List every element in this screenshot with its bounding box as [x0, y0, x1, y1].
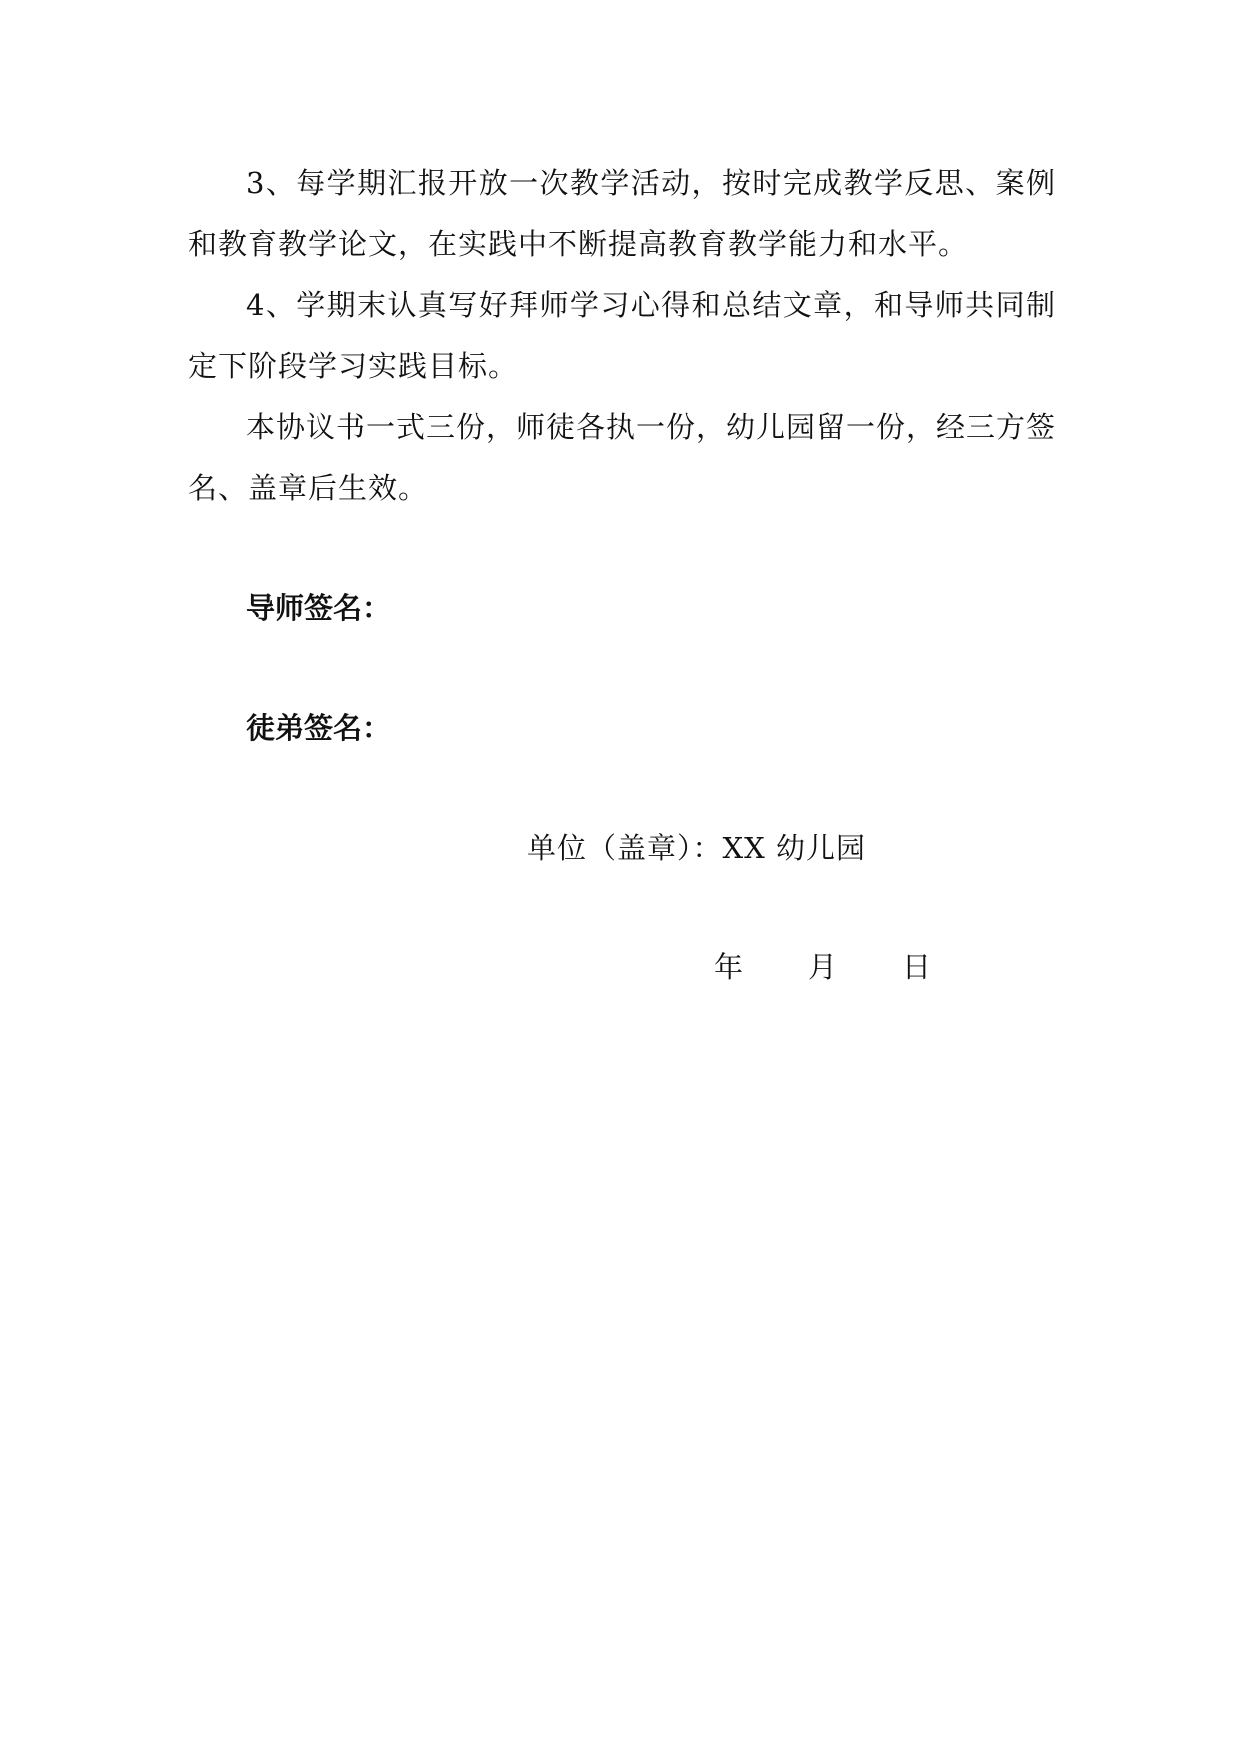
- date-day-label: 日: [902, 950, 932, 984]
- clause-3-paragraph: 3、每学期汇报开放一次教学活动，按时完成教学反思、案例和教育教学论文，在实践中不断提高教育教学能力和水平。: [188, 166, 1056, 261]
- date-line: [714, 947, 931, 987]
- date-month-label: 月: [808, 950, 838, 984]
- clause-4-paragraph: 4、学期末认真写好拜师学习心得和总结文章，和导师共同制定下阶段学习实践目标。: [188, 288, 1056, 383]
- copies-effect-paragraph: 本协议书一式三份，师徒各执一份，幼儿园留一份，经三方签名、盖章后生效。: [188, 410, 1057, 505]
- agreement-body: [188, 153, 1056, 519]
- mentor-signature-label: 导师签名：: [246, 591, 392, 625]
- date-year-label: 年: [714, 950, 744, 984]
- apprentice-signature-label: 徒弟签名：: [246, 711, 392, 745]
- unit-seal-line: 单位（盖章）：XX 幼儿园: [527, 831, 867, 865]
